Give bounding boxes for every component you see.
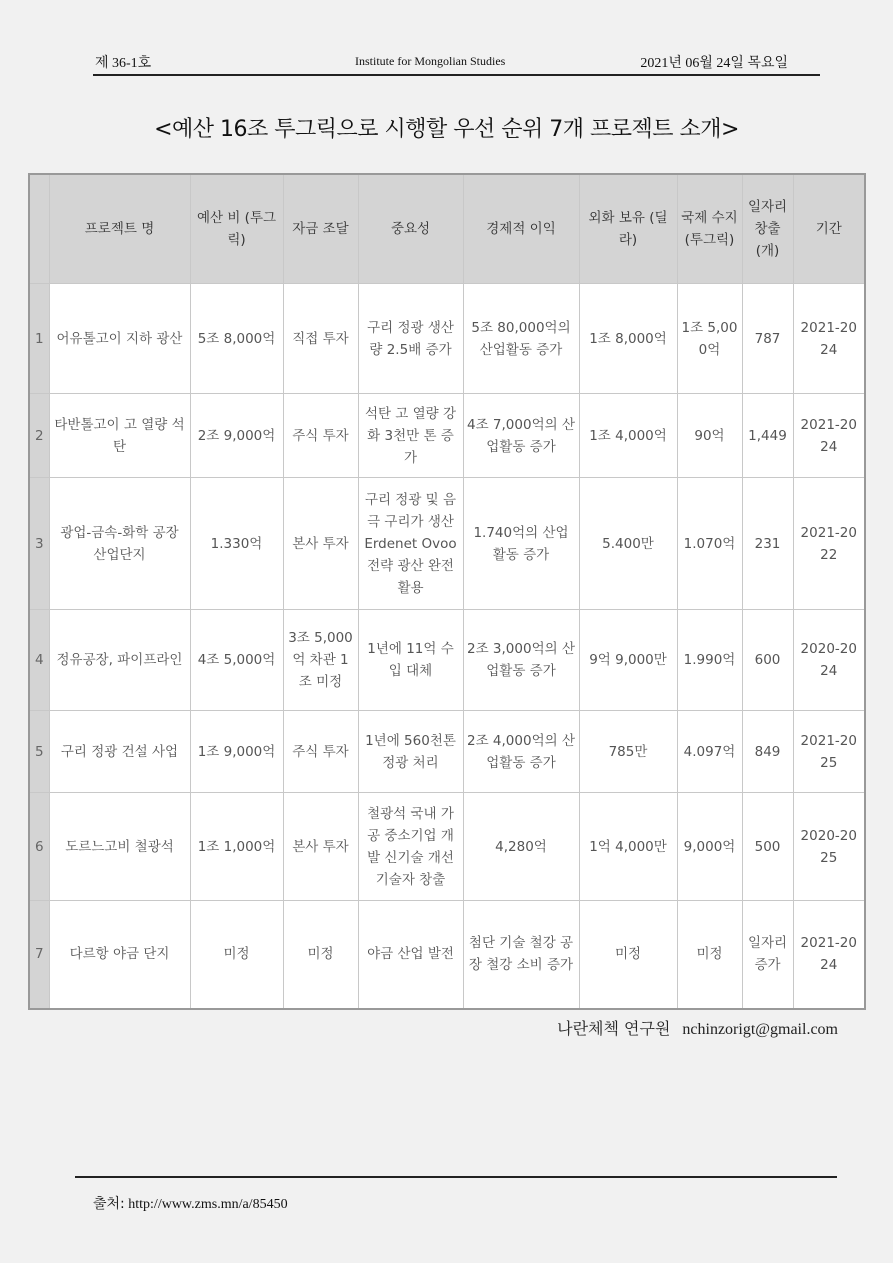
- table-row: [29, 711, 865, 793]
- period-cell: 2021-2024: [793, 284, 865, 394]
- source-link[interactable]: http://www.zms.mn/a/85450: [128, 1197, 288, 1212]
- table-row: [29, 394, 865, 478]
- benefit-cell: 2조 3,000억의 산업활동 증가: [463, 610, 579, 711]
- jobs-cell: 849: [742, 711, 793, 793]
- page-title: <예산 16조 투그릭으로 시행할 우선 순위 7개 프로젝트 소개>: [154, 117, 739, 142]
- table-row: [29, 610, 865, 711]
- jobs-cell: 787: [742, 284, 793, 394]
- author-credit: [557, 1016, 838, 1039]
- header-funding: 자금 조달: [283, 174, 358, 284]
- header-jobs-created: 일자리 창출 (개): [742, 174, 793, 284]
- jobs-cell: 500: [742, 793, 793, 901]
- budget-cell: 미정: [190, 901, 283, 1009]
- issue-number: 제 36-1호: [95, 56, 152, 71]
- budget-cell: 1조 9,000억: [190, 711, 283, 793]
- funding-cell: 주식 투자: [283, 711, 358, 793]
- budget-cell: 4조 5,000억: [190, 610, 283, 711]
- forex-cell: 5.400만: [579, 478, 677, 610]
- funding-cell: 본사 투자: [283, 478, 358, 610]
- importance-cell: 1년에 11억 수입 대체: [358, 610, 463, 711]
- period-cell: 2020-2024: [793, 610, 865, 711]
- header-project-name: 프로젝트 명: [49, 174, 190, 284]
- budget-cell: 2조 9,000억: [190, 394, 283, 478]
- balance-cell: 1.990억: [677, 610, 742, 711]
- benefit-cell: 5조 80,000억의 산업활동 증가: [463, 284, 579, 394]
- importance-cell: 야금 산업 발전: [358, 901, 463, 1009]
- project-name-cell: 어유톨고이 지하 광산: [49, 284, 190, 394]
- author-name: 나란체첵 연구원: [557, 1019, 671, 1038]
- header-economic-benefit: 경제적 이익: [463, 174, 579, 284]
- jobs-cell: 일자리 증가: [742, 901, 793, 1009]
- jobs-cell: 1,449: [742, 394, 793, 478]
- table-row: [29, 478, 865, 610]
- forex-cell: 785만: [579, 711, 677, 793]
- institute-name: Institute for Mongolian Studies: [355, 54, 506, 68]
- balance-cell: 미정: [677, 901, 742, 1009]
- period-cell: 2020-2025: [793, 793, 865, 901]
- budget-cell: 1.330억: [190, 478, 283, 610]
- table-header-row: [29, 174, 865, 284]
- table-row: [29, 284, 865, 394]
- source-note: [93, 1193, 288, 1213]
- jobs-cell: 231: [742, 478, 793, 610]
- funding-cell: 3조 5,000억 차관 1조 미정: [283, 610, 358, 711]
- project-name-cell: 다르항 야금 단지: [49, 901, 190, 1009]
- project-name-cell: 구리 정광 건설 사업: [49, 711, 190, 793]
- budget-cell: 5조 8,000억: [190, 284, 283, 394]
- balance-cell: 1.070억: [677, 478, 742, 610]
- row-number: 2: [29, 394, 49, 478]
- benefit-cell: 4조 7,000억의 산업활동 증가: [463, 394, 579, 478]
- header-forex-reserve: 외화 보유 (딜라): [579, 174, 677, 284]
- project-table: [28, 173, 866, 1010]
- period-cell: 2021-2024: [793, 901, 865, 1009]
- row-number: 4: [29, 610, 49, 711]
- row-number: 3: [29, 478, 49, 610]
- benefit-cell: 1.740억의 산업 활동 증가: [463, 478, 579, 610]
- benefit-cell: 4,280억: [463, 793, 579, 901]
- budget-cell: 1조 1,000억: [190, 793, 283, 901]
- header-period: 기간: [793, 174, 865, 284]
- balance-cell: 4.097억: [677, 711, 742, 793]
- table-row: [29, 793, 865, 901]
- project-name-cell: 정유공장, 파이프라인: [49, 610, 190, 711]
- project-name-cell: 도르느고비 철광석: [49, 793, 190, 901]
- importance-cell: 철광석 국내 가공 중소기업 개발 신기술 개선 기술자 창출: [358, 793, 463, 901]
- forex-cell: 미정: [579, 901, 677, 1009]
- forex-cell: 1조 8,000억: [579, 284, 677, 394]
- forex-cell: 1조 4,000억: [579, 394, 677, 478]
- header-importance: 중요성: [358, 174, 463, 284]
- period-cell: 2021-2022: [793, 478, 865, 610]
- benefit-cell: 2조 4,000억의 산업활동 증가: [463, 711, 579, 793]
- footer-divider: [75, 1176, 837, 1178]
- importance-cell: 1년에 560천톤 정광 처리: [358, 711, 463, 793]
- forex-cell: 1억 4,000만: [579, 793, 677, 901]
- issue-date: 2021년 06월 24일 목요일: [640, 56, 788, 71]
- row-number: 5: [29, 711, 49, 793]
- period-cell: 2021-2024: [793, 394, 865, 478]
- row-number: 1: [29, 284, 49, 394]
- balance-cell: 90억: [677, 394, 742, 478]
- balance-cell: 1조 5,000억: [677, 284, 742, 394]
- project-name-cell: 광업-금속-화학 공장 산업단지: [49, 478, 190, 610]
- benefit-cell: 첨단 기술 철강 공장 철강 소비 증가: [463, 901, 579, 1009]
- forex-cell: 9억 9,000만: [579, 610, 677, 711]
- importance-cell: 구리 정광 및 음극 구리가 생산 Erdenet Ovoo 전략 광산 완전 활용: [358, 478, 463, 610]
- importance-cell: 구리 정광 생산량 2.5배 증가: [358, 284, 463, 394]
- importance-cell: 석탄 고 열량 강화 3천만 톤 증가: [358, 394, 463, 478]
- funding-cell: 미정: [283, 901, 358, 1009]
- funding-cell: 직접 투자: [283, 284, 358, 394]
- page-header: [93, 52, 820, 76]
- header-budget: 예산 비 (투그릭): [190, 174, 283, 284]
- row-number: 7: [29, 901, 49, 1009]
- source-label: 출처:: [93, 1196, 125, 1212]
- header-balance-of-payments: 국제 수지 (투그릭): [677, 174, 742, 284]
- header-number: [29, 174, 49, 284]
- jobs-cell: 600: [742, 610, 793, 711]
- funding-cell: 본사 투자: [283, 793, 358, 901]
- author-email[interactable]: nchinzorigt@gmail.com: [682, 1021, 838, 1038]
- funding-cell: 주식 투자: [283, 394, 358, 478]
- period-cell: 2021-2025: [793, 711, 865, 793]
- table-row: [29, 901, 865, 1009]
- balance-cell: 9,000억: [677, 793, 742, 901]
- project-name-cell: 타반톨고이 고 열량 석탄: [49, 394, 190, 478]
- row-number: 6: [29, 793, 49, 901]
